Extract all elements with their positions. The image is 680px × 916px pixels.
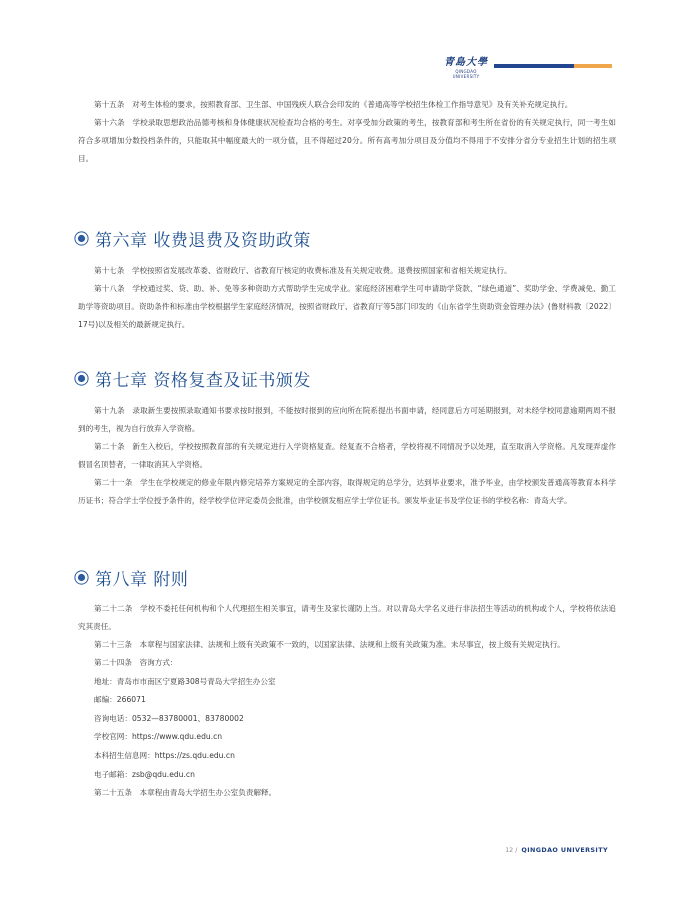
chapter-title: 第六章 收费退费及资助政策 bbox=[95, 230, 311, 251]
article-paragraph: 第十七条 学校按照省发展改革委、省财政厅、省教育厅核定的收费标准及有关规定收费。退费按照国家和省相关规定执行。 bbox=[94, 266, 512, 275]
footer-separator: / bbox=[515, 846, 518, 854]
target-circle-icon bbox=[74, 570, 89, 585]
contact-admissions-site: 本科招生信息网：https://zs.qdu.edu.cn bbox=[94, 750, 235, 760]
article-paragraph: 第十九条 录取新生要按照录取通知书要求按时报到，不能按时报到的应向所在院系提出书面申请，经同意后方可延期报到，对未经学校同意逾期两周不报到的考生，视为自行放弃入学资格。 bbox=[78, 406, 616, 433]
article-paragraph: 第二十条 新生入校后，学校按照教育部的有关规定进行入学资格复查。经复查不合格者，学校将视不同情况予以处理，直至取消入学资格。凡发现弄虚作假冒名顶替者，一律取消其入学资格。 bbox=[78, 442, 616, 469]
contact-website: 学校官网：https://www.qdu.edu.cn bbox=[94, 732, 223, 742]
chapter-heading-8 bbox=[74, 563, 188, 591]
article-paragraph: 第十八条 学校通过奖、贷、助、补、免等多种资助方式帮助学生完成学业。家庭经济困难学生可申请助学贷款、“绿色通道”、奖助学金、学费减免、勤工助学等资助项目。资助条件和标准由学校根据学生家庭经济情况，按照省财政厅、省教育厅等5部门印发的《山东省学生资助资金管理办法》(鲁财科教〔2022〕17号)以及相关的最新规定执行。 bbox=[78, 284, 616, 329]
page-footer bbox=[505, 846, 608, 854]
article-paragraph: 第二十五条 本章程由青岛大学招生办公室负责解释。 bbox=[94, 788, 277, 798]
page-number: 12 bbox=[505, 846, 514, 854]
chapter-title: 第八章 附则 bbox=[95, 569, 189, 590]
chapter-heading-7 bbox=[74, 364, 311, 392]
chapter-title: 第七章 资格复查及证书颁发 bbox=[95, 370, 311, 391]
contact-phone: 咨询电话：0532—83780001、83780002 bbox=[94, 713, 244, 723]
logo-chinese-text: 青島大學 bbox=[444, 57, 488, 68]
contact-email: 电子邮箱：zsb@qdu.edu.cn bbox=[94, 769, 195, 779]
target-circle-icon bbox=[74, 371, 89, 386]
chapter-7-body bbox=[78, 402, 616, 510]
article-paragraph: 第二十一条 学生在学校规定的修业年限内修完培养方案规定的全部内容，取得规定的总学分，达到毕业要求，准予毕业，由学校颁发普通高等教育本科学历证书；符合学士学位授予条件的，经学校学位评定委员会批准，由学校颁发相应学士学位证书。颁发毕业证书及学位证书的学校名称：青岛大学。 bbox=[78, 478, 616, 505]
article-paragraph: 第二十二条 学校不委托任何机构和个人代理招生相关事宜，请考生及家长谨防上当。对以青岛大学名义进行非法招生等活动的机构或个人，学校将依法追究其责任。 bbox=[78, 604, 616, 631]
logo-english-text: QINGDAO UNIVERSITY bbox=[452, 69, 480, 79]
contact-postcode: 邮编：266071 bbox=[94, 695, 146, 705]
article-paragraph: 第十五条 对考生体检的要求，按照教育部、卫生部、中国残疾人联合会印发的《普通高等学校招生体检工作指导意见》及有关补充规定执行。 bbox=[94, 100, 573, 109]
article-paragraph: 第十六条 学校录取思想政治品德考核和身体健康状况检查均合格的考生。对享受加分政策的考生，按教育部和考生所在省份的有关规定执行，同一考生如符合多项增加分数投档条件的，只能取其中幅度最大的一项分值，且不得超过20分。所有高考加分项目及分值均不得用于不安排分省分专业招生计划的招生项目。 bbox=[78, 118, 616, 163]
chapter-heading-6 bbox=[74, 224, 311, 252]
target-circle-icon bbox=[74, 231, 89, 246]
header-bar-orange bbox=[574, 64, 612, 68]
footer-university-name: QINGDAO UNIVERSITY bbox=[521, 846, 608, 854]
intro-section bbox=[78, 96, 616, 168]
chapter-8-body bbox=[78, 600, 616, 803]
contact-line: 第二十四条 咨询方式： bbox=[94, 658, 178, 667]
article-paragraph: 第二十三条 本章程与国家法律、法规和上级有关政策不一致的，以国家法律、法规和上级有关政策为准。未尽事宜，按上级有关规定执行。 bbox=[94, 640, 565, 649]
university-logo bbox=[442, 57, 490, 79]
contact-address: 地址：青岛市市南区宁夏路308号青岛大学招生办公室 bbox=[94, 676, 276, 686]
chapter-6-body bbox=[78, 262, 616, 334]
header-bar-blue bbox=[494, 64, 574, 68]
